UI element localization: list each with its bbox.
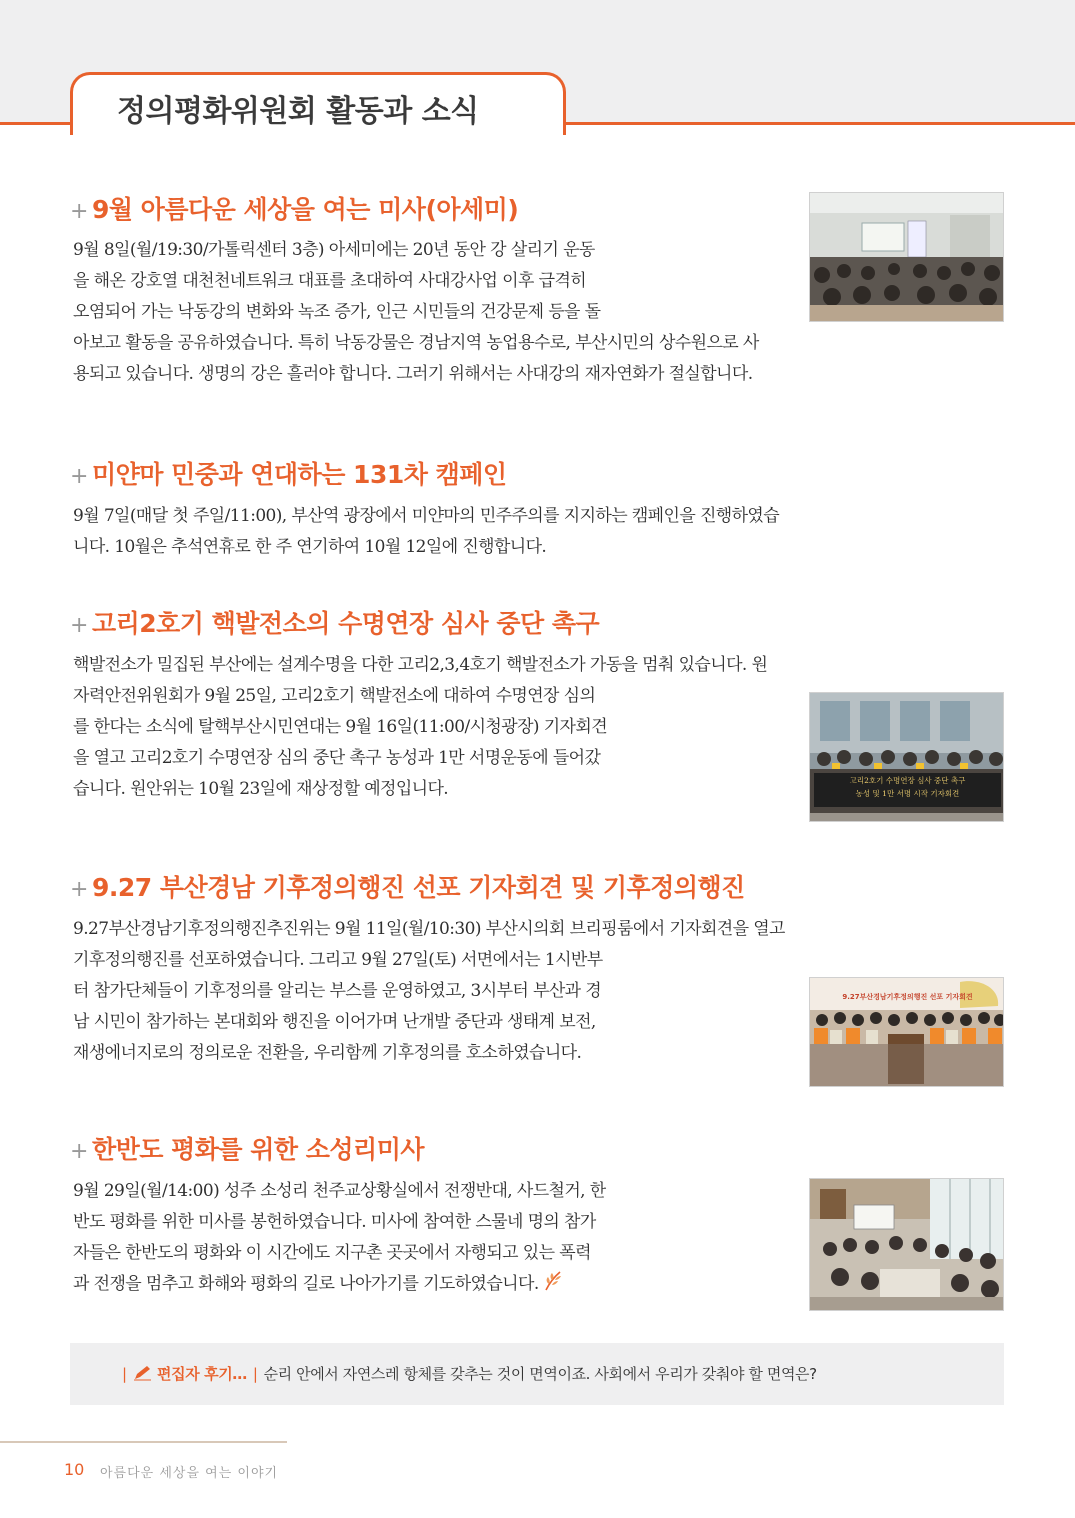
photo-climate-press [809, 977, 1004, 1087]
section-body-myanmar: 9월 7일(매달 첫 주일/11:00), 부산역 광장에서 미얀마의 민주주의를 지지하는 캠페인을 진행하였습 니다. 10월은 추석연휴로 한 주 연기하여 10월 12일에 진행합니다. [73, 506, 780, 557]
photo-aseme-mass [809, 192, 1004, 322]
photo-kori2-press [809, 692, 1004, 822]
page-number: 10 [64, 1460, 85, 1479]
leaf-icon [543, 1270, 563, 1303]
page-title: 정의평화위원회 활동과 소식 [117, 94, 479, 129]
plus-icon: + [70, 1139, 88, 1164]
plus-icon: + [70, 877, 88, 902]
section-title-climate-march: + 9.27 부산경남 기후정의행진 선포 기자회견 및 기후정의행진 [70, 873, 745, 902]
section-body-soseongri: 9월 29일(월/14:00) 성주 소성리 천주교상황실에서 전쟁반대, 사드철거, 한 반도 평화를 위한 미사를 봉헌하였습니다. 미사에 참여한 스물네 명의 참가 자들은 한반도의 평화와 이 시간에도 지구촌 곳곳에서 자행되고 있는 폭력 과 전쟁을 멈추고 화해와 평화의 길로 나아가기를 기도하였습니다. [73, 1176, 606, 1303]
photo-soseongri-mass [809, 1178, 1004, 1311]
plus-icon: + [70, 464, 88, 489]
footer-rule [0, 1441, 287, 1443]
section-body-kori2: 핵발전소가 밀집된 부산에는 설계수명을 다한 고리2,3,4호기 핵발전소가 가동을 멈춰 있습니다. 원 자력안전위원회가 9월 25일, 고리2호기 핵발전소에 대하여 수명연장 심의 를 한다는 소식에 탈핵부산시민연대는 9월 16일(11:00/시청광장) 기자회견 을 열고 고리2호기 수명연장 심의 중단 촉구 농성과 1만 서명운동에 들어갔 습니다. 원안위는 10월 23일에 재상정할 예정입니다. [73, 655, 768, 799]
magazine-title: 아름다운 세상을 여는 이야기 [100, 1466, 279, 1481]
section-body-climate-march: 9.27부산경남기후정의행진추진위는 9월 11일(월/10:30) 부산시의회 브리핑룸에서 기자회견을 열고 기후정의행진를 선포하였습니다. 그리고 9월 27일(토) 서면에서는 1시반부 터 참가단체들이 기후정의를 알리는 부스를 운영하였고, 3시부터 부산과 경 남 시민이 참가하는 본대회와 행진을 이어가며 난개발 중단과 생태계 보전, 재생에너지로의 정의로운 전환을, 우리함께 기후정의를 호소하였습니다. [73, 919, 785, 1063]
banner-line: 고리2호기 수명연장 심사 중단 촉구 [849, 776, 966, 785]
section-title-kori2: + 고리2호기 핵발전소의 수명연장 심사 중단 촉구 [70, 609, 600, 638]
section-body-aseme: 9월 8일(월/19:30/가톨릭센터 3층) 아세미에는 20년 동안 강 살리기 운동 을 해온 강호열 대천천네트워크 대표를 초대하여 사대강사업 이후 급격히 오염되어 가는 낙동강의 변화와 녹조 증가, 인근 시민들의 건강문제 등을 돌 아보고 활동을 공유하였습니다. 특히 낙동강물은 경남지역 농업용수로, 부산시민의 상수원으로 사 용되고 있습니다. 생명의 강은 흘러야 합니다. 그러기 위해서는 사대강의 재자연화가 절실합니다. [73, 240, 759, 384]
section-title-soseongri: + 한반도 평화를 위한 소성리미사 [70, 1135, 424, 1164]
section-title-aseme: + 9월 아름다운 세상을 여는 미사(아세미) [70, 195, 519, 224]
editor-note: | 편집자 후기… | 순리 안에서 자연스레 항체를 갖추는 것이 면역이죠. 사회에서 우리가 갖춰야 할 면역은? [122, 1365, 817, 1383]
editor-note-label: 편집자 후기… [157, 1365, 247, 1383]
plus-icon: + [70, 199, 88, 224]
editor-note-text: 순리 안에서 자연스레 항체를 갖추는 것이 면역이죠. 사회에서 우리가 갖춰야 할 면역은? [263, 1365, 817, 1383]
banner-line: 농성 및 1만 서명 시작 기자회견 [855, 789, 960, 798]
plus-icon: + [70, 613, 88, 638]
section-title-myanmar: + 미얀마 민중과 연대하는 131차 캠페인 [70, 460, 507, 489]
banner-line: 9.27부산경남기후정의행진 선포 기자회견 [842, 993, 973, 1001]
pen-icon [133, 1365, 153, 1383]
